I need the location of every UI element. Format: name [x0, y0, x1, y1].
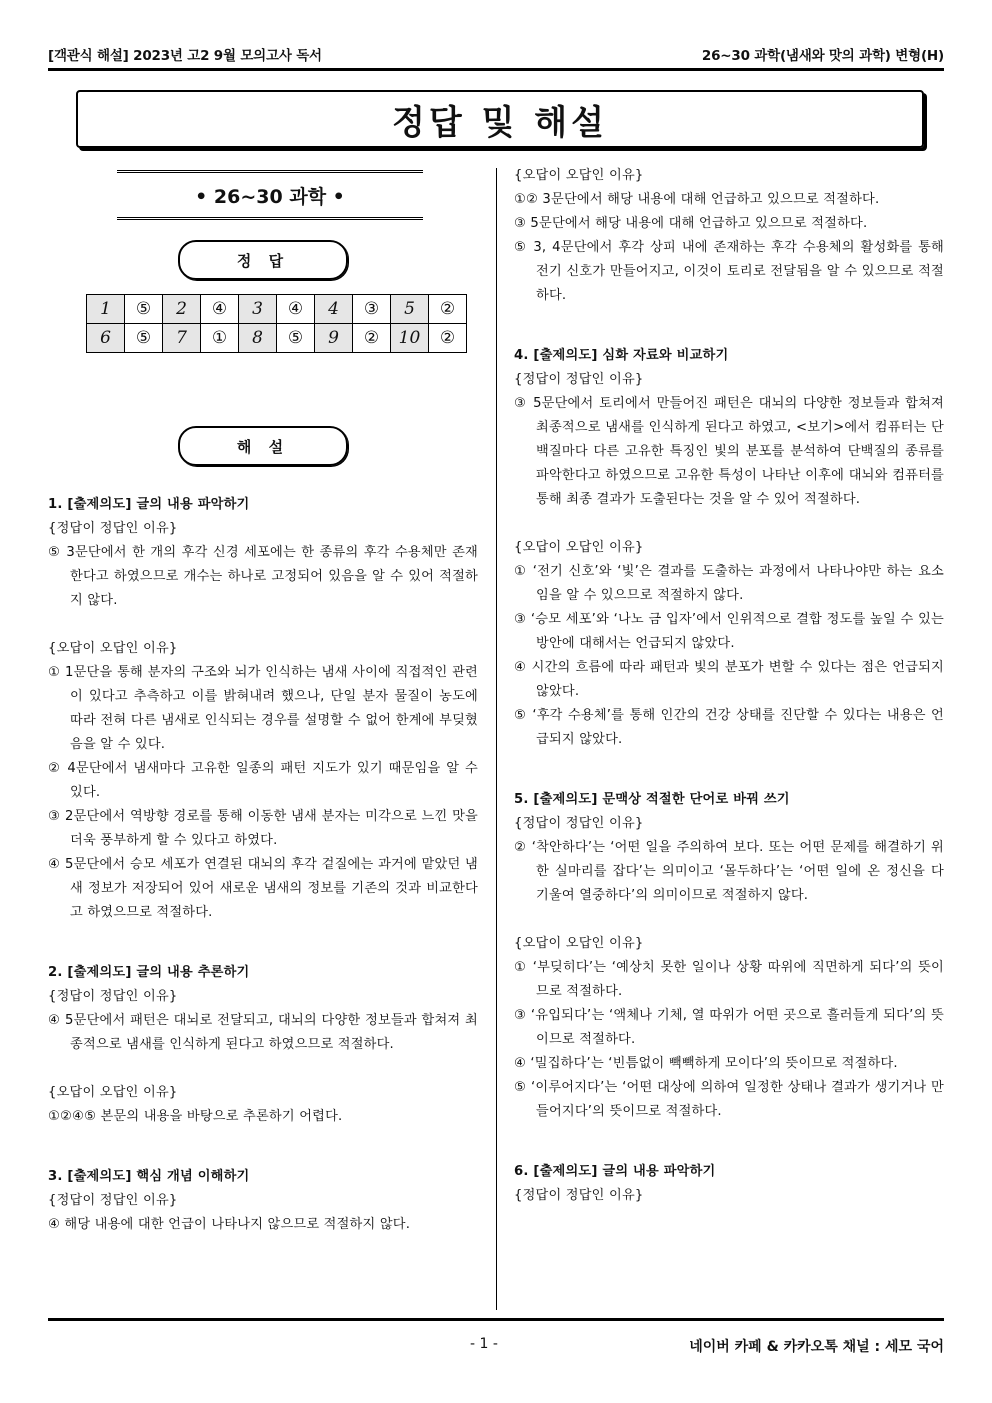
explanation-item: ③ ‘유입되다’는 ‘액체나 기체, 열 따위가 어떤 곳으로 흘러들게 되다’의 뜻이므로 적절하다. [514, 1008, 944, 1047]
answer-choice: ⑤ [277, 324, 315, 353]
explanation-item: ④ 시간의 흐름에 따라 패턴과 빛의 분포가 변할 수 있다는 점은 언급되지 않았다. [514, 660, 944, 699]
question-number: 5 [391, 295, 429, 324]
question-heading: 5. [출제의도] 문맥상 적절한 단어로 바꿔 쓰기 [514, 792, 790, 807]
question-heading: 4. [출제의도] 심화 자료와 비교하기 [514, 348, 729, 363]
answer-choice: ① [201, 324, 239, 353]
answer-choice: ② [429, 324, 467, 353]
question-heading: 2. [출제의도] 글의 내용 추론하기 [48, 965, 250, 980]
question-number: 7 [163, 324, 201, 353]
spacer [514, 752, 944, 788]
explanation-item: ⑤ 3, 4문단에서 후각 상피 내에 존재하는 후각 수용체의 활성화를 통해 전기 신호가 만들어지고, 이것이 토리로 전달됨을 알 수 있으므로 적절하다. [514, 240, 944, 303]
header-rule [48, 68, 944, 71]
explanation-item: ① ‘전기 신호’와 ‘빛’은 결과를 도출하는 과정에서 나타나야만 하는 요소임을 알 수 있으므로 적절하지 않다. [514, 564, 944, 603]
question-heading: 3. [출제의도] 핵심 개념 이해하기 [48, 1169, 250, 1184]
spacer [514, 512, 944, 536]
header-left: [객관식 해설] 2023년 고2 9월 모의고사 독서 [48, 48, 322, 64]
question-number: 3 [239, 295, 277, 324]
spacer [48, 1057, 478, 1081]
explanation-item: ⑤ ‘후각 수용체’를 통해 인간의 건강 상태를 진단할 수 있다는 내용은 언급되지 않았다. [514, 708, 944, 747]
header-right: 26~30 과학(냄새와 맛의 과학) 변형(H) [701, 48, 944, 64]
question-heading: 1. [출제의도] 글의 내용 파악하기 [48, 497, 250, 512]
explanation-label-line: {오답이 오답인 이유} [48, 1085, 178, 1100]
explanation-item: ⑤ 3문단에서 한 개의 후각 신경 세포에는 한 종류의 후각 수용체만 존재한다고 하였으므로 개수는 하나로 고정되어 있음을 알 수 있어 적절하지 않다. [48, 545, 478, 608]
explanation-item: ③ 5문단에서 해당 내용에 대해 언급하고 있으므로 적절하다. [514, 216, 868, 231]
explanation-label-line: {정답이 정답인 이유} [514, 816, 644, 831]
explanation-item: ④ ‘밀집하다’는 ‘빈틈없이 빽빽하게 모이다’의 뜻이므로 적절하다. [514, 1056, 898, 1071]
explanation-item: ② 4문단에서 냄새마다 고유한 일종의 패턴 지도가 있기 때문임을 알 수 있다. [48, 761, 478, 800]
left-column [48, 493, 478, 1237]
explanation-label-line: {정답이 정답인 이유} [48, 1193, 178, 1208]
answer-choice: ② [429, 295, 467, 324]
explanation-item: ① ‘부딪히다’는 ‘예상치 못한 일이나 상황 따위에 직면하게 되다’의 뜻이므로 적절하다. [514, 960, 944, 999]
explanation-label-line: ①②④⑤ 본문의 내용을 바탕으로 추론하기 어렵다. [48, 1109, 343, 1124]
answer-choice: ④ [277, 295, 315, 324]
spacer [514, 1124, 944, 1160]
explanation-item: ①② 3문단에서 해당 내용에 대해 언급하고 있으므로 적절하다. [514, 192, 880, 207]
question-heading: 6. [출제의도] 글의 내용 파악하기 [514, 1164, 716, 1179]
answer-row [87, 324, 467, 353]
spacer [48, 925, 478, 961]
answer-label: 정 답 [178, 240, 348, 280]
question-number: 1 [87, 295, 125, 324]
right-column [514, 164, 944, 1208]
answer-row [87, 295, 467, 324]
answer-table [86, 294, 467, 353]
explanation-label: 해 설 [178, 426, 348, 466]
column-divider [496, 168, 497, 1310]
explanation-item: ④ 5문단에서 패턴은 대뇌로 전달되고, 대뇌의 다양한 정보들과 합쳐져 최종적으로 냄새를 인식하게 된다고 하였으므로 적절하다. [48, 1013, 478, 1052]
explanation-label-line: {오답이 오답인 이유} [514, 936, 644, 951]
question-number: 8 [239, 324, 277, 353]
spacer [514, 908, 944, 932]
question-number: 2 [163, 295, 201, 324]
explanation-item: ① 1문단을 통해 분자의 구조와 뇌가 인식하는 냄새 사이에 직접적인 관련이 있다고 추측하고 이를 밝혀내려 했으나, 단일 분자 물질이 농도에 따라 전혀 다른 냄새로 인식되는 경우를 설명할 수 없어 한계에 부딪혔음을 알 수 있다. [48, 665, 478, 752]
answer-choice: ⑤ [125, 295, 163, 324]
question-number: 9 [315, 324, 353, 353]
explanation-item: ③ ‘승모 세포’와 ‘나노 금 입자’에서 인위적으로 결합 정도를 높일 수 있는 방안에 대해서는 언급되지 않았다. [514, 612, 944, 651]
explanation-label-line: {오답이 오답인 이유} [514, 168, 644, 183]
question-number: 4 [315, 295, 353, 324]
question-number: 10 [391, 324, 429, 353]
question-number: 6 [87, 324, 125, 353]
page-number: - 1 - [470, 1336, 498, 1352]
explanation-label-line: {정답이 정답인 이유} [514, 372, 644, 387]
page-title: 정답 및 해설 [392, 102, 608, 143]
title-box [76, 90, 924, 148]
explanation-label-line: {정답이 정답인 이유} [48, 989, 178, 1004]
explanation-item: ⑤ ‘이루어지다’는 ‘어떤 대상에 의하여 일정한 상태나 결과가 생기거나 만들어지다’의 뜻이므로 적절하다. [514, 1080, 944, 1119]
footer-channel: 네이버 카페 & 카카오톡 채널 : 세모 국어 [689, 1339, 944, 1355]
explanation-item: ② ‘착안하다’는 ‘어떤 일을 주의하여 보다. 또는 어떤 문제를 해결하기 위한 실마리를 잡다’는 의미이고 ‘몰두하다’는 ‘어떤 일에 온 정신을 다 기울여 열중하다’의 의미이므로 적절하지 않다. [514, 840, 944, 903]
spacer [48, 1129, 478, 1165]
explanation-item: ④ 해당 내용에 대한 언급이 나타나지 않으므로 적절하지 않다. [48, 1217, 411, 1232]
explanation-label-line: {오답이 오답인 이유} [48, 641, 178, 656]
explanation-label-line: {정답이 정답인 이유} [514, 1188, 644, 1203]
explanation-item: ④ 5문단에서 승모 세포가 연결된 대뇌의 후각 겉질에는 과거에 맡았던 냄새 정보가 저장되어 있어 새로운 냄새의 정보를 기존의 것과 비교한다고 하였으므로 적절하다. [48, 857, 478, 920]
explanation-item: ③ 2문단에서 역방향 경로를 통해 이동한 냄새 분자는 미각으로 느낀 맛을 더욱 풍부하게 할 수 있다고 하였다. [48, 809, 478, 848]
answer-choice: ④ [201, 295, 239, 324]
section-title: • 26~30 과학 • [117, 170, 423, 220]
answer-choice: ② [353, 324, 391, 353]
explanation-item: ③ 5문단에서 토리에서 만들어진 패턴은 대뇌의 다양한 정보들과 합쳐져 최종적으로 냄새를 인식하게 된다고 하였고, <보기>에서 컴퓨터는 단백질마다 다른 고유한 특징인 빛의 분포를 분석하여 단백질의 종류를 파악한다고 하였으므로 고유한 특성이 나타난 이후에 대뇌와 컴퓨터를 통해 최종 결과가 도출된다는 것을 알 수 있어 적절하다. [514, 396, 944, 507]
footer-rule [48, 1318, 944, 1321]
spacer [514, 308, 944, 344]
answer-choice: ③ [353, 295, 391, 324]
explanation-label-line: {오답이 오답인 이유} [514, 540, 644, 555]
spacer [48, 613, 478, 637]
answer-choice: ⑤ [125, 324, 163, 353]
explanation-label-line: {정답이 정답인 이유} [48, 521, 178, 536]
